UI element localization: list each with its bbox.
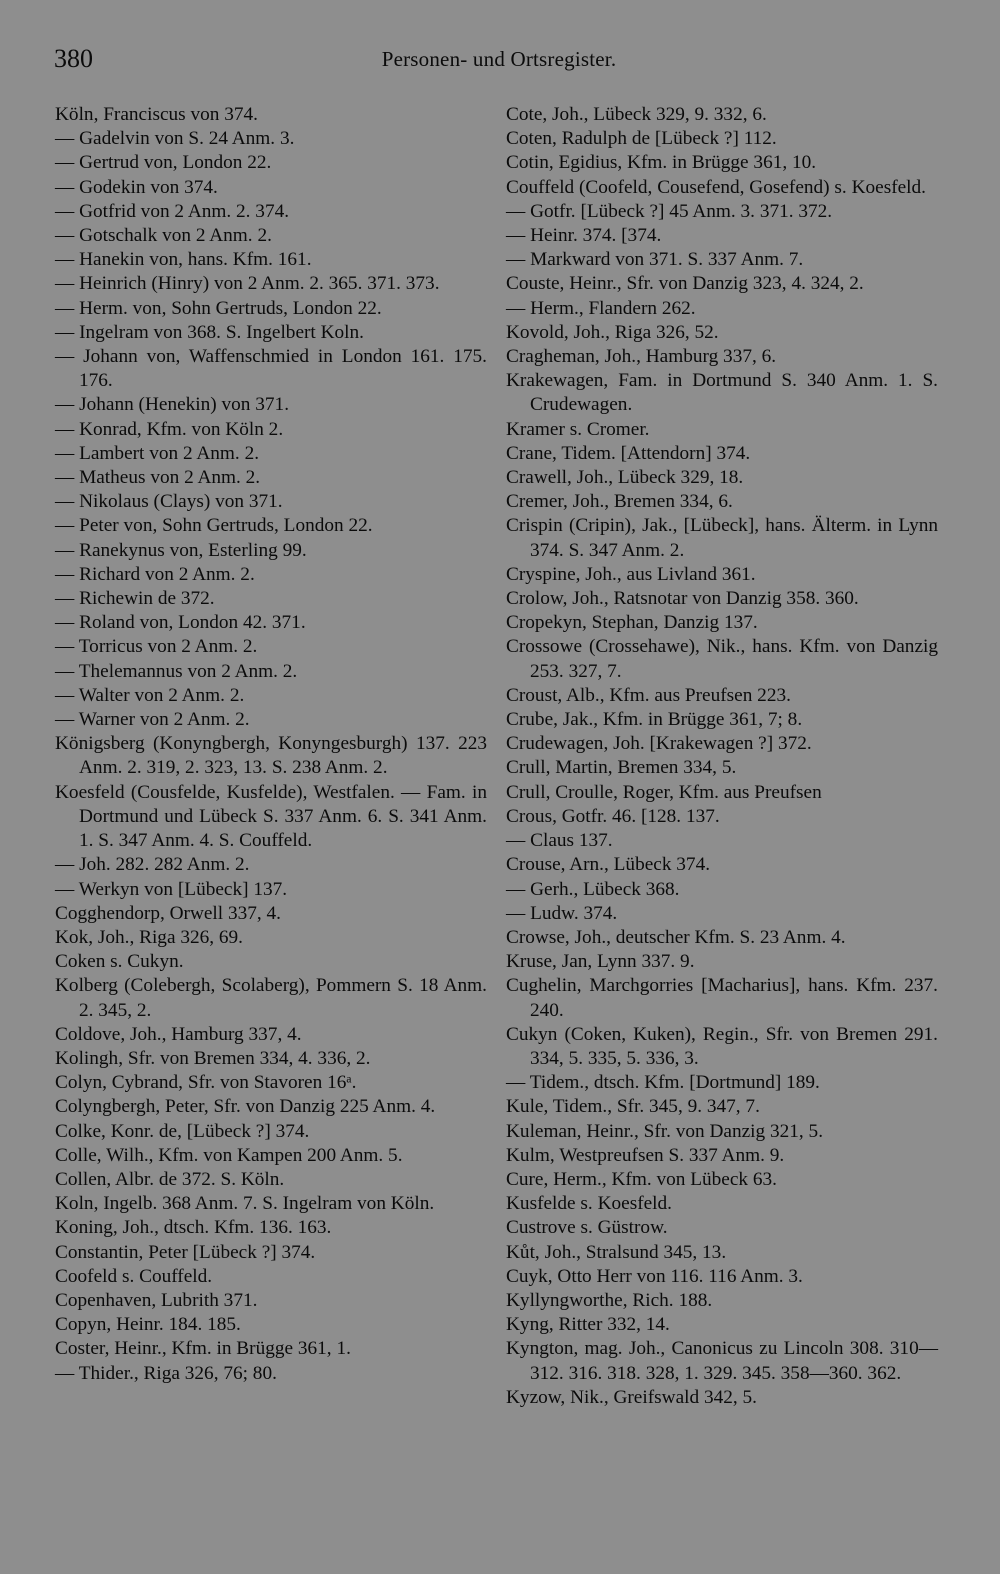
register-entry: Croust, Alb., Kfm. aus Preufsen 223. <box>506 684 791 706</box>
register-entry: Koln, Ingelb. 368 Anm. 7. S. Ingelram von Köln. <box>55 1193 435 1215</box>
register-entry: Köln, Franciscus von 374. <box>55 104 258 125</box>
register-entry: Coster, Heinr., Kfm. in Brügge 361, 1. <box>55 1338 351 1360</box>
register-entry: Crowse, Joh., deutscher Kfm. S. 23 Anm. 4. <box>506 926 846 948</box>
register-entry: — Heinr. 374. [374. <box>506 225 662 247</box>
register-entry: Kyng, Ritter 332, 14. <box>506 1314 670 1336</box>
register-entry: — Tidem., dtsch. Kfm. [Dortmund] 189. <box>506 1072 820 1094</box>
register-entry: — Gertrud von, London 22. <box>55 152 272 174</box>
register-entry: — Herm., Flandern 262. <box>506 297 696 319</box>
register-entry: Cughelin, Marchgorries [Macharius], hans. Kfm. 237. 240. <box>506 975 938 1021</box>
register-entry: — Werkyn von [Lübeck] 137. <box>55 878 288 900</box>
register-entry: Couste, Heinr., Sfr. von Danzig 323, 4. 324, 2. <box>506 273 864 295</box>
register-entry: Cure, Herm., Kfm. von Lübeck 63. <box>506 1168 777 1190</box>
register-entry: Cogghendorp, Orwell 337, 4. <box>55 902 281 924</box>
register-entry: — Matheus von 2 Anm. 2. <box>55 467 261 489</box>
register-entry: Crolow, Joh., Ratsnotar von Danzig 358. 360. <box>506 588 859 610</box>
register-entry: Kuleman, Heinr., Sfr. von Danzig 321, 5. <box>506 1120 824 1142</box>
register-entry: — Hanekin von, hans. Kfm. 161. <box>55 249 312 271</box>
register-entry: Coofeld s. Couffeld. <box>55 1265 213 1287</box>
register-entry: — Joh. 282. 282 Anm. 2. <box>55 854 250 876</box>
register-entry: — Gerh., Lübeck 368. <box>506 878 680 900</box>
register-entry: — Roland von, London 42. 371. <box>55 612 306 634</box>
register-entry: Crull, Martin, Bremen 334, 5. <box>506 757 737 779</box>
register-entry: — Godekin von 374. <box>55 176 218 198</box>
register-entry: Kyzow, Nik., Greifswald 342, 5. <box>506 1386 757 1408</box>
register-entry: Kyllyngworthe, Rich. 188. <box>506 1289 713 1311</box>
register-entry: Cukyn (Coken, Kuken), Regin., Sfr. von Bremen 291. 334, 5. 335, 5. 336, 3. <box>506 1023 938 1069</box>
register-entry: Crudewagen, Joh. [Krakewagen ?] 372. <box>506 733 812 755</box>
register-entry: Kok, Joh., Riga 326, 69. <box>55 926 243 948</box>
register-entry: — Ludw. 374. <box>506 902 618 924</box>
register-entry: Kolberg (Colebergh, Scolaberg), Pommern S. 18 Anm. 2. 345, 2. <box>55 975 487 1021</box>
register-entry: Kusfelde s. Koesfeld. <box>506 1193 672 1215</box>
register-entry: Crous, Gotfr. 46. [128. 137. <box>506 805 720 827</box>
register-entry: — Ingelram von 368. S. Ingelbert Koln. <box>55 321 364 343</box>
register-entry: — Walter von 2 Anm. 2. <box>55 684 245 706</box>
register-entry: Kramer s. Cromer. <box>506 418 650 440</box>
register-entry: — Thelemannus von 2 Anm. 2. <box>55 660 298 682</box>
register-entry: Crispin (Cripin), Jak., [Lübeck], hans. Älterm. in Lynn 374. S. 347 Anm. 2. <box>506 515 938 561</box>
right-column <box>506 103 938 1410</box>
register-entry: Colke, Konr. de, [Lübeck ?] 374. <box>55 1120 310 1142</box>
register-entry: Kovold, Joh., Riga 326, 52. <box>506 321 719 343</box>
register-entry: Copyn, Heinr. 184. 185. <box>55 1314 241 1336</box>
register-entry: Crossowe (Crossehawe), Nik., hans. Kfm. von Danzig 253. 327, 7. <box>506 636 938 682</box>
register-entry: — Markward von 371. S. 337 Anm. 7. <box>506 249 804 271</box>
register-entry: Kolingh, Sfr. von Bremen 334, 4. 336, 2. <box>55 1047 371 1069</box>
register-entry: — Ranekynus von, Esterling 99. <box>55 539 307 561</box>
register-entry: Cote, Joh., Lübeck 329, 9. 332, 6. <box>506 104 767 125</box>
register-entry: — Johann von, Waffenschmied in London 161. 175. 176. <box>55 346 487 392</box>
register-entry: Crawell, Joh., Lübeck 329, 18. <box>506 467 744 489</box>
register-entry: — Warner von 2 Anm. 2. <box>55 709 250 731</box>
running-title: Personen- und Ortsregister. <box>381 47 617 71</box>
register-entry: Königsberg (Konyngbergh, Konyngesburgh) 137. 223 Anm. 2. 319, 2. 323, 13. S. 238 Anm. 2. <box>55 733 487 779</box>
register-entry: Collen, Albr. de 372. S. Köln. <box>55 1168 285 1190</box>
register-entry: — Claus 137. <box>506 830 613 852</box>
register-entry: Kule, Tidem., Sfr. 345, 9. 347, 7. <box>506 1096 760 1118</box>
register-entry: Couffeld (Coofeld, Cousefend, Gosefend) s. Koesfeld. <box>506 176 926 198</box>
register-entry: — Konrad, Kfm. von Köln 2. <box>55 418 284 440</box>
register-entry: — Gadelvin von S. 24 Anm. 3. <box>55 128 295 150</box>
register-entry: — Richard von 2 Anm. 2. <box>55 563 255 585</box>
register-entry: Coken s. Cukyn. <box>55 951 184 973</box>
register-entry: — Richewin de 372. <box>55 588 215 610</box>
register-entry: — Gotfr. [Lübeck ?] 45 Anm. 3. 371. 372. <box>506 200 833 222</box>
register-entry: Constantin, Peter [Lübeck ?] 374. <box>55 1241 316 1263</box>
register-entry: Cryspine, Joh., aus Livland 361. <box>506 563 756 585</box>
register-entry: — Thider., Riga 326, 76; 80. <box>55 1362 277 1384</box>
register-entry: Crull, Croulle, Roger, Kfm. aus Preufsen <box>506 781 822 803</box>
register-entry: Colyngbergh, Peter, Sfr. von Danzig 225 Anm. 4. <box>55 1096 436 1118</box>
register-entry: Crouse, Arn., Lübeck 374. <box>506 854 711 876</box>
register-entry: Kruse, Jan, Lynn 337. 9. <box>506 951 695 973</box>
register-entry: Custrove s. Güstrow. <box>506 1217 668 1239</box>
page-number: 380 <box>54 44 93 73</box>
register-entry: Kulm, Westpreufsen S. 337 Anm. 9. <box>506 1144 785 1166</box>
left-column <box>55 103 487 1386</box>
register-entry: Cuyk, Otto Herr von 116. 116 Anm. 3. <box>506 1265 803 1287</box>
register-entry: Kyngton, mag. Joh., Canonicus zu Lincoln 308. 310—312. 316. 318. 328, 1. 329. 345. 358—360. 362. <box>506 1338 938 1384</box>
page-header <box>54 44 944 76</box>
register-entry: Krakewagen, Fam. in Dortmund S. 340 Anm. 1. S. Crudewagen. <box>506 370 938 416</box>
register-entry: Koning, Joh., dtsch. Kfm. 136. 163. <box>55 1217 332 1239</box>
register-entry: Cotin, Egidius, Kfm. in Brügge 361, 10. <box>506 152 817 174</box>
register-entry: — Johann (Henekin) von 371. <box>55 394 290 416</box>
register-entry: — Herm. von, Sohn Gertruds, London 22. <box>55 297 382 319</box>
register-entry: Colyn, Cybrand, Sfr. von Stavoren 16ᵃ. <box>55 1072 357 1094</box>
register-entry: Cropekyn, Stephan, Danzig 137. <box>506 612 758 634</box>
register-entry: — Gotschalk von 2 Anm. 2. <box>55 225 272 247</box>
register-entry: — Nikolaus (Clays) von 371. <box>55 491 283 513</box>
register-entry: Colle, Wilh., Kfm. von Kampen 200 Anm. 5. <box>55 1144 403 1166</box>
register-entry: Copenhaven, Lubrith 371. <box>55 1289 258 1311</box>
register-entry: — Torricus von 2 Anm. 2. <box>55 636 258 658</box>
register-entry: — Gotfrid von 2 Anm. 2. 374. <box>55 200 290 222</box>
register-entry: Cremer, Joh., Bremen 334, 6. <box>506 491 733 513</box>
register-entry: Kůt, Joh., Stralsund 345, 13. <box>506 1241 727 1263</box>
register-entry: Coldove, Joh., Hamburg 337, 4. <box>55 1023 302 1045</box>
register-entry: Crane, Tidem. [Attendorn] 374. <box>506 442 751 464</box>
register-entry: Cragheman, Joh., Hamburg 337, 6. <box>506 346 777 368</box>
register-entry: Coten, Radulph de [Lübeck ?] 112. <box>506 128 777 150</box>
register-entry: — Heinrich (Hinry) von 2 Anm. 2. 365. 371. 373. <box>55 273 440 295</box>
register-entry: Crube, Jak., Kfm. in Brügge 361, 7; 8. <box>506 709 803 731</box>
register-entry: Koesfeld (Cousfelde, Kusfelde), Westfalen. — Fam. in Dortmund und Lübeck S. 337 Anm. 6. S. 341 Anm. 1. S. 347 Anm. 4. S. Couffeld. <box>55 781 487 852</box>
register-entry: — Peter von, Sohn Gertruds, London 22. <box>55 515 373 537</box>
register-entry: — Lambert von 2 Anm. 2. <box>55 442 260 464</box>
